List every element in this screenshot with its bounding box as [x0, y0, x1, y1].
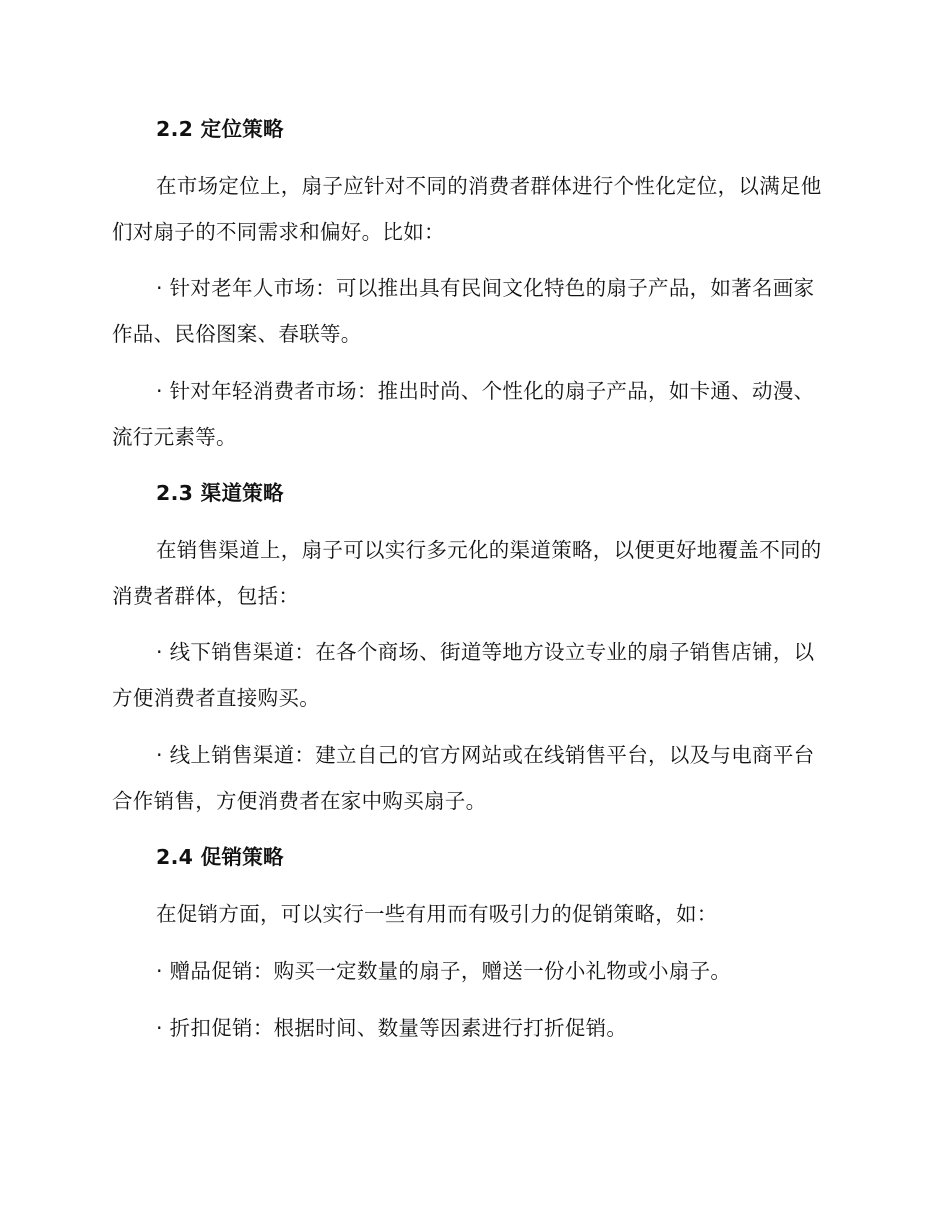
list-item-online-channel: · 线上销售渠道：建立自己的官方网站或在线销售平台，以及与电商平台合作销售，方便消费者在家中购买扇子。 — [112, 743, 815, 813]
list-item-gift-promotion: · 赠品促销：购买一定数量的扇子，赠送一份小礼物或小扇子。 — [156, 959, 732, 983]
paragraph-promotion-intro: 在促销方面，可以实行一些有用而有吸引力的促销策略，如： — [156, 902, 718, 926]
paragraph-channels-intro: 在销售渠道上，扇子可以实行多元化的渠道策略，以便更好地覆盖不同的消费者群体，包括： — [112, 538, 822, 608]
paragraph-positioning-intro: 在市场定位上，扇子应针对不同的消费者群体进行个性化定位，以满足他们对扇子的不同需求和偏好。比如： — [112, 174, 822, 244]
section-heading-positioning: 2.2 定位策略 — [156, 117, 284, 141]
list-item-discount-promotion: · 折扣促销：根据时间、数量等因素进行打折促销。 — [156, 1016, 628, 1040]
section-heading-channels: 2.3 渠道策略 — [156, 481, 284, 505]
section-heading-promotion: 2.4 促销策略 — [156, 845, 284, 869]
list-item-elderly-market: · 针对老年人市场：可以推出具有民间文化特色的扇子产品，如著名画家作品、民俗图案、春联等。 — [112, 276, 815, 346]
list-item-offline-channel: · 线下销售渠道：在各个商场、街道等地方设立专业的扇子销售店铺，以方便消费者直接购买。 — [112, 640, 815, 710]
list-item-young-market: · 针对年轻消费者市场：推出时尚、个性化的扇子产品，如卡通、动漫、流行元素等。 — [112, 379, 815, 449]
